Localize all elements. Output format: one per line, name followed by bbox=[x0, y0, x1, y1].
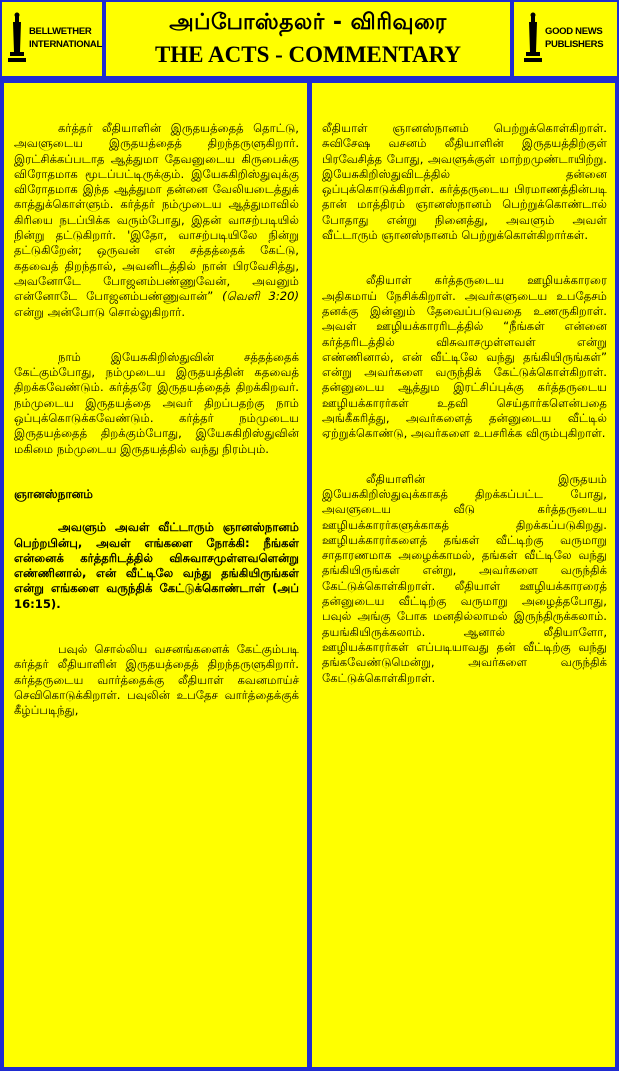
page-title-english: THE ACTS - COMMENTARY bbox=[154, 42, 462, 67]
page-title-tamil: அப்போஸ்தலர் - விரிவுரை bbox=[169, 10, 447, 35]
logo-line-2: PUBLISHERS bbox=[545, 39, 604, 50]
page-header bbox=[0, 0, 619, 78]
torch-bearer-icon bbox=[8, 12, 26, 64]
left-text-column bbox=[4, 83, 307, 1067]
section-heading: ஞானஸ்நானம் bbox=[14, 486, 93, 501]
paragraph bbox=[14, 121, 299, 320]
paragraph: லீதியாள் ஞானஸ்நானம் பெற்றுக்கொள்கிறாள். சுவிசேஷ வசனம் லீதியாளின் இருதயத்திற்குள் பிரவேசித்த போது, அவளுக்குள் மாற்றமுண்டாயிற்று. இயேசுகிறிஸ்துவிடத்தில் தன்னை ஒப்புக்கொடுக்கிறாள். கர்த்தருடைய பிரமாணத்தின்படி தான் மாத்திரம் ஞானஸ்நானம் பெற்றுக்கொண்டால் போதாது என்று நினைத்து, அவளும் அவள் வீட்டாரும் ஞானஸ்நானம் பெற்றுக்கொள்கிறார்கள். bbox=[322, 121, 607, 243]
paragraph: லீதியாளின் இருதயம் இயேசுகிறிஸ்துவுக்காகத் திறக்கப்பட்ட போது, அவளுடைய வீடு கர்த்தருடைய ஊழியக்காரர்களுக்காகத் திறக்கப்படுகிறது. ஊழியக்காரர்களைத் தங்கள் வீட்டிற்கு வருமாறு சாதாரணமாக அழைக்காமல், தங்கள் வீட்டிலே வந்து தங்கியிருங்கள் என்று, அவர்களை வருந்திக் கேட்டுக்கொள்கிறாள். லீதியாள் ஊழியக்காரரைத் தன்னுடைய வீட்டிற்கு வருமாறு அழைத்தபோது, பவுல் அங்கு போக மனதில்லாமல் இருந்திருக்கலாம். தயங்கியிருக்கலாம். ஆனால் லீதியாளோ, ஊழியக்காரர்கள் எப்படியாவது தன் வீட்டிற்கு வந்து தங்கவேண்டுமென்று, அவர்களை வருந்திக் கேட்டுக்கொள்கிறாள். bbox=[322, 471, 607, 685]
logo-line-1: BELLWETHER bbox=[29, 26, 92, 37]
logo-line-1: GOOD NEWS bbox=[545, 26, 603, 37]
logo-line-2: INTERNATIONAL bbox=[29, 39, 102, 50]
paragraph-text: கர்த்தர் லீதியாளின் இருதயத்தைத் தொட்டு, அவளுடைய இருதயத்தைத் திறந்தருளுகிறார். இரட்சிக்கப்படாத ஆத்துமா தேவனுடைய கிருபைக்கு விரோதமாக மூடப்பட்டிருக்கும். இயேசுகிறிஸ்துவுக்கு விரோதமாக இந்த ஆத்துமா தன்னை வேலியடைத்துக் காத்துக்கொள்ளும். கர்த்தர் நம்முடைய ஆத்துமாவில் கிரியை நடப்பிக்க வரும்போது, இதன் வாசற்படியில் நின்று தட்டுகிறார். 'இதோ, வாசற்படியிலே நின்று தட்டுகிறேன்; ஒருவன் என் சத்தத்தைக் கேட்டு, கதவைத் திறந்தால், அவனிடத்தில் நான் பிரவேசித்து, அவனோடே போஜனம்பண்ணுவேன், அவனும் என்னோடே போஜனம்பண்ணுவான்” bbox=[14, 121, 299, 304]
right-text-column bbox=[312, 83, 615, 1067]
publisher-logo-right bbox=[514, 2, 617, 76]
paragraph: பவுல் சொல்லிய வசனங்களைக் கேட்கும்படி கர்த்தர் லீதியாளின் இருதயத்தைத் திறந்தருளுகிறார். கர்த்தருடைய வார்த்தைக்கு லீதியாள் கவனமாய்ச் செவிகொடுக்கிறாள். பவுலின் உபதேச வார்த்தைக்குக் கீழ்ப்படிந்து, bbox=[14, 642, 299, 718]
scripture-reference: (வெளி 3:20) bbox=[222, 289, 299, 304]
publisher-logo-left bbox=[2, 2, 102, 76]
paragraph: லீதியாள் கர்த்தருடைய ஊழியக்காரரை அதிகமாய் நேசிக்கிறாள். அவர்களுடைய உபதேசம் தனக்கு இன்னும் தேவைப்படுவதை உணருகிறாள். அவள் ஊழியக்காரரிடத்தில் “நீங்கள் என்னை கர்த்தரிடத்தில் விசுவாசமுள்ளவள் என்று எண்ணினால், என் வீட்டிலே வந்து தங்கியிருங்கள்” என்று அவர்களை வருந்திக் கேட்டுக்கொள்கிறாள். தன்னுடைய ஆத்தும இரட்சிப்புக்கு கர்த்தருடைய ஊழியக்காரர்கள் உதவி செய்தார்களென்பதை அங்கீகரித்து, அவர்களைத் தன்னுடைய வீட்டில் ஏற்றுக்கொண்டு, அவர்களை உபசரிக்க விரும்புகிறாள். bbox=[322, 273, 607, 441]
title-box bbox=[106, 2, 510, 76]
paragraph-tail: என்று அன்போடு சொல்லுகிறார். bbox=[14, 304, 186, 319]
torch-bearer-icon bbox=[524, 12, 542, 64]
paragraph: நாம் இயேசுகிறிஸ்துவின் சத்தத்தைக் கேட்கும்போது, நம்முடைய இருதயத்தின் கதவைத் திறக்கவேண்டும். கர்த்தரே இருதயத்தைத் திறக்கிறவர். நம்முடைய இருதயத்தை அவர் திறப்பதற்கு நாம் ஒப்புக்கொடுக்கவேண்டும். கர்த்தர் நம்முடைய இருதயத்தைத் திறக்கும்போது, இயேசுகிறிஸ்துவின் மகிமை நம்முடைய இருதயத்தில் வந்து நிரம்பும். bbox=[14, 349, 299, 456]
scripture-quote: அவளும் அவள் வீட்டாரும் ஞானஸ்நானம் பெற்றபின்பு, அவள் எங்களை நோக்கி: நீங்கள் என்னைக் கர்த்தரிடத்தில் விசுவாசமுள்ளவளென்று எண்ணினால், என் வீட்டிலே வந்து தங்கியிருங்கள் என்று எங்களை வருந்திக் கேட்டுக்கொண்டாள் (அப் 16:15). bbox=[14, 520, 299, 611]
